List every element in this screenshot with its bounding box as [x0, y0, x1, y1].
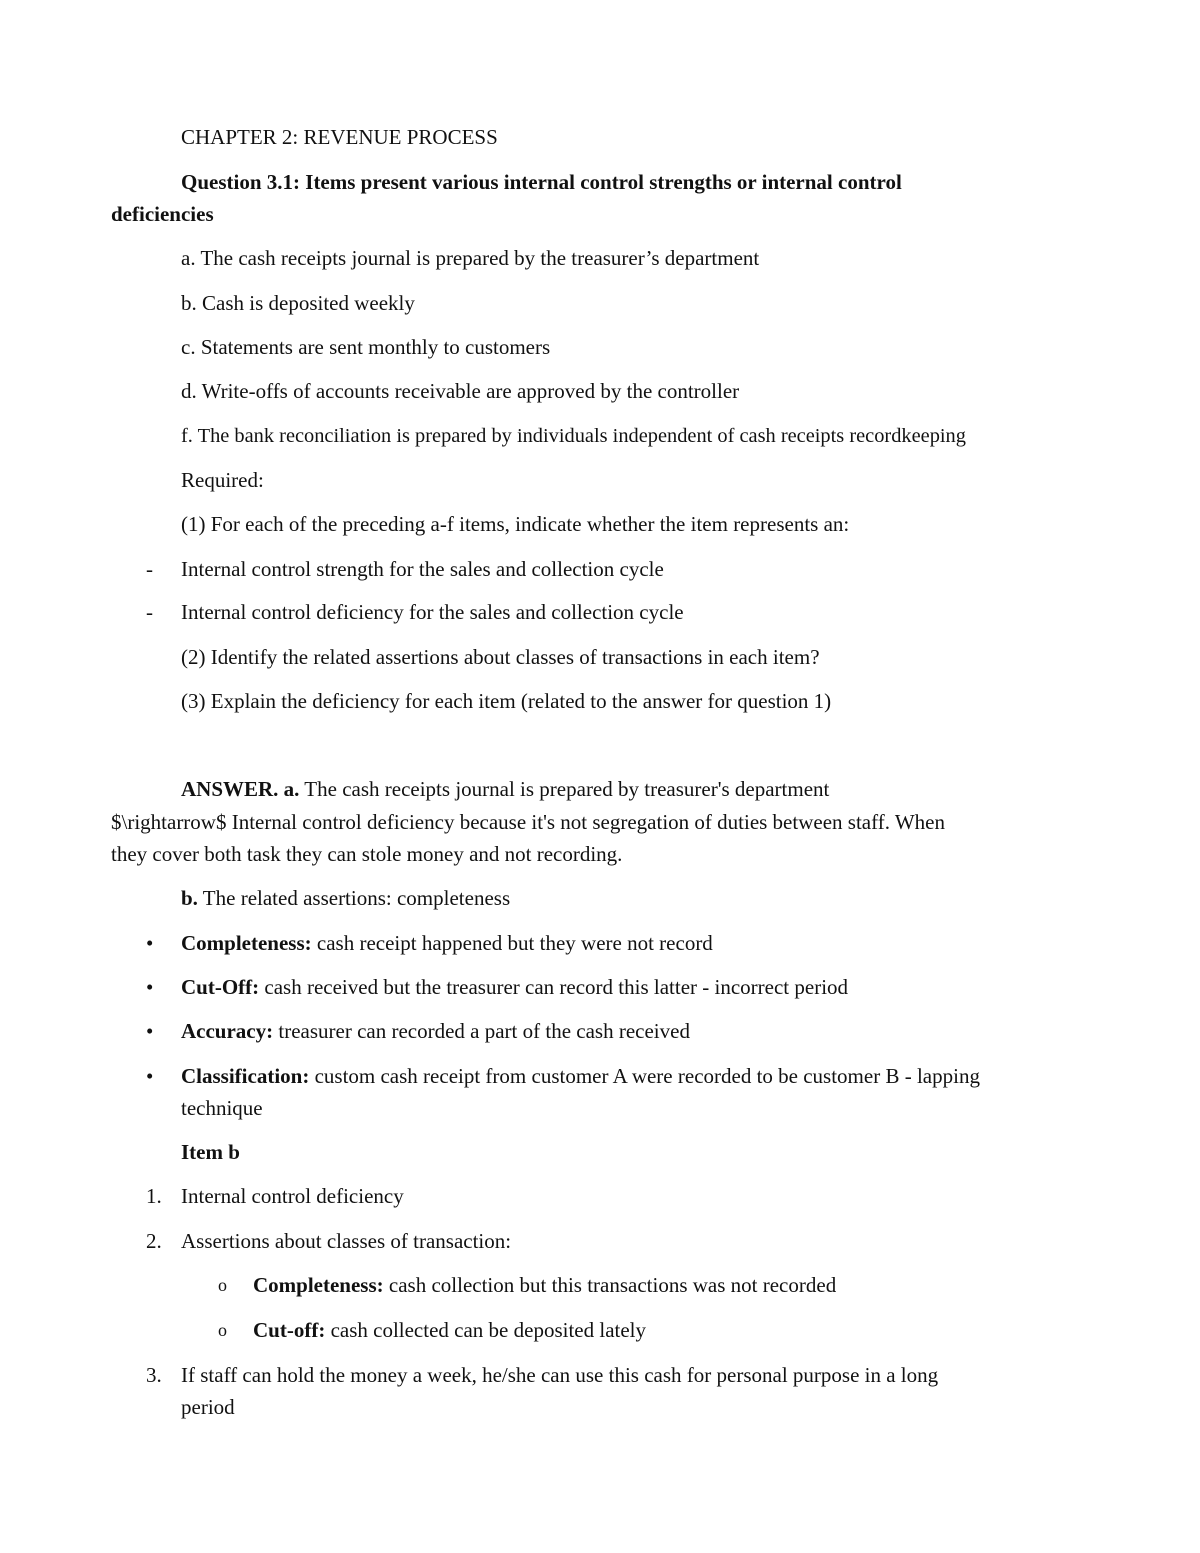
- bullet-text: treasurer can recorded a part of the cash received: [273, 1019, 690, 1043]
- answer-label: ANSWER. a.: [181, 777, 300, 801]
- bullet-marker: •: [146, 975, 154, 999]
- required-2: (2) Identify the related assertions about classes of transactions in each item?: [181, 645, 820, 669]
- dash-item-deficiency: Internal control deficiency for the sales and collection cycle: [181, 600, 684, 624]
- sub-bullet-label: Cut-off:: [253, 1318, 326, 1342]
- item-b-point-1: Internal control deficiency: [181, 1184, 404, 1208]
- dash-marker: -: [146, 600, 153, 624]
- item-a: a. The cash receipts journal is prepared by the treasurer’s department: [181, 246, 760, 270]
- answer-a-line1: [181, 776, 829, 802]
- bullet-classification-cont: technique: [181, 1096, 263, 1120]
- bullet-marker: •: [146, 931, 154, 955]
- item-f: f. The bank reconciliation is prepared by individuals independent of cash receipts recordkeeping: [181, 425, 966, 447]
- question-text: Items present various internal control strengths or internal control: [300, 170, 902, 194]
- question-label: Question 3.1:: [181, 170, 301, 194]
- required-1: (1) For each of the preceding a-f items, indicate whether the item represents an:: [181, 512, 850, 536]
- item-b-point-3-cont: period: [181, 1395, 235, 1419]
- answer-a-text: The cash receipts journal is prepared by treasurer's department: [299, 777, 830, 801]
- bullet-classification: [181, 1063, 980, 1089]
- sub-bullet-marker: o: [218, 1275, 227, 1295]
- item-b-point-3: If staff can hold the money a week, he/she can use this cash for personal purpose in a long: [181, 1363, 939, 1387]
- bullet-completeness: [181, 930, 713, 956]
- sub-bullet-cutoff: [253, 1317, 646, 1343]
- item-c: c. Statements are sent monthly to customers: [181, 335, 551, 359]
- bullet-accuracy: [181, 1018, 690, 1044]
- item-b: b. Cash is deposited weekly: [181, 291, 415, 315]
- bullet-text: cash received but the treasurer can record this latter - incorrect period: [259, 975, 849, 999]
- bullet-label: Classification:: [181, 1064, 310, 1088]
- bullet-marker: •: [146, 1064, 154, 1088]
- sub-bullet-label: Completeness:: [253, 1273, 384, 1297]
- sub-bullet-completeness: [253, 1272, 836, 1298]
- bullet-label: Cut-Off:: [181, 975, 260, 999]
- number-marker: 1.: [146, 1184, 162, 1208]
- bullet-label: Completeness:: [181, 931, 312, 955]
- item-b-heading: [181, 1139, 240, 1165]
- required-3: (3) Explain the deficiency for each item (related to the answer for question 1): [181, 689, 832, 713]
- dash-item-strength: Internal control strength for the sales and collection cycle: [181, 557, 664, 581]
- sub-bullet-text: cash collection but this transactions was not recorded: [383, 1273, 837, 1297]
- sub-bullet-marker: o: [218, 1320, 227, 1340]
- number-marker: 3.: [146, 1363, 162, 1387]
- number-marker: 2.: [146, 1229, 162, 1253]
- answer-a-line3: they cover both task they can stole money and not recording.: [111, 842, 623, 866]
- bullet-cutoff: [181, 974, 848, 1000]
- bullet-text: custom cash receipt from customer A were recorded to be customer B - lapping: [309, 1064, 980, 1088]
- item-b-point-2: Assertions about classes of transaction:: [181, 1229, 512, 1253]
- answer-a-line2: $\rightarrow$ Internal control deficiency because it's not segregation of duties between staff. When: [111, 810, 945, 834]
- chapter-title: CHAPTER 2: REVENUE PROCESS: [181, 125, 498, 149]
- answer-b-line: [181, 885, 510, 911]
- item-d: d. Write-offs of accounts receivable are approved by the controller: [181, 379, 740, 403]
- bullet-text: cash receipt happened but they were not record: [311, 931, 713, 955]
- bullet-marker: •: [146, 1019, 154, 1043]
- question-heading-line1: [181, 169, 902, 195]
- question-heading-line2: [111, 201, 214, 227]
- required-label: Required:: [181, 468, 264, 492]
- sub-bullet-text: cash collected can be deposited lately: [325, 1318, 647, 1342]
- dash-marker: -: [146, 557, 153, 581]
- answer-b-text: The related assertions: completeness: [197, 886, 511, 910]
- question-text-cont: deficiencies: [111, 202, 214, 226]
- answer-b-label: b.: [181, 886, 198, 910]
- item-b-heading-text: Item b: [181, 1140, 240, 1164]
- bullet-label: Accuracy:: [181, 1019, 274, 1043]
